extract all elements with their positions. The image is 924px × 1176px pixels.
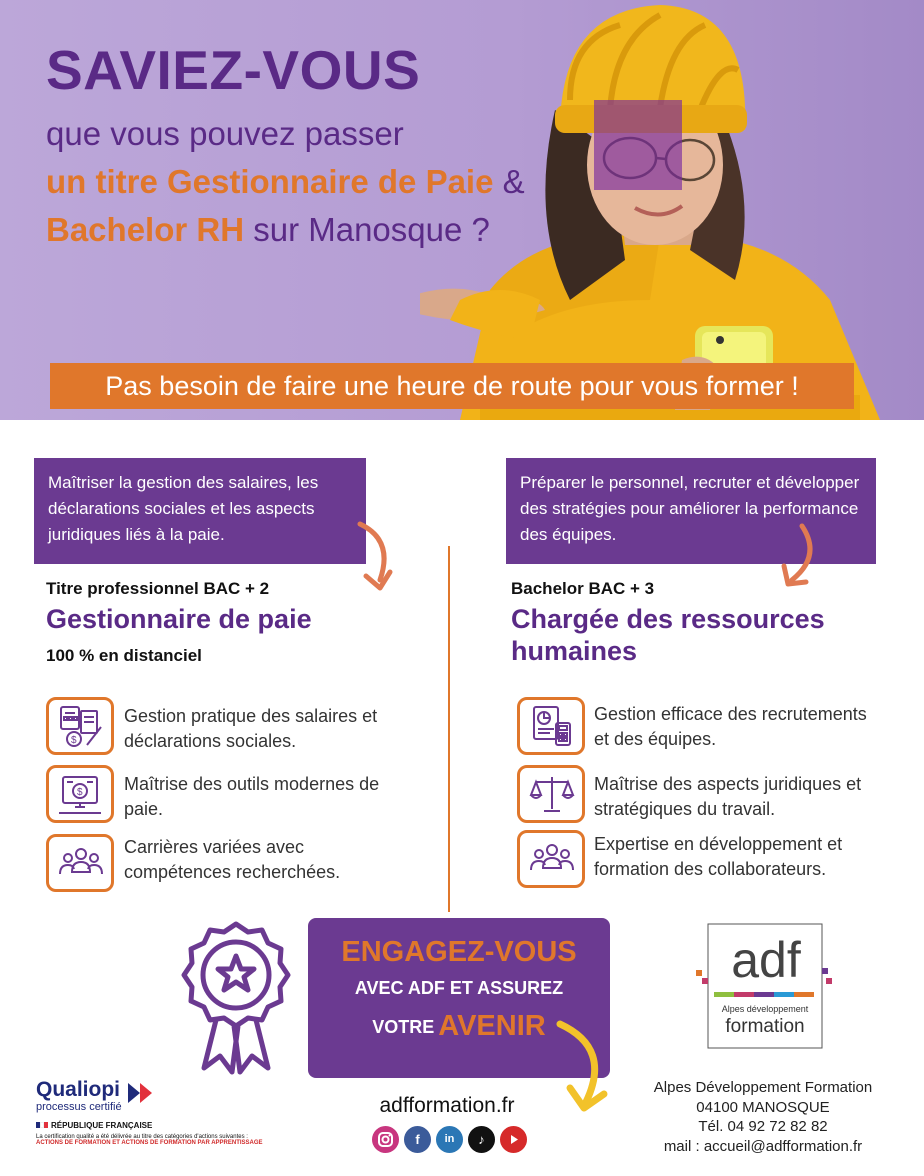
- column-divider: [448, 546, 450, 912]
- instagram-icon[interactable]: [372, 1126, 399, 1153]
- adf-logo-formation: formation: [725, 1016, 805, 1037]
- left-feature-3-text: Carrières variées avec compétences recherchées.: [124, 837, 341, 882]
- subheadline-highlight-payroll: un titre Gestionnaire de Paie: [46, 163, 494, 200]
- subheadline-line-1: que vous pouvez passer: [46, 115, 404, 152]
- left-intro-box: Maîtriser la gestion des salaires, les déclarations sociales et les aspects juridiques liés à la paie.: [34, 458, 366, 564]
- adf-logo-text: adf: [731, 932, 801, 988]
- curved-arrow-icon: [778, 522, 824, 594]
- company-phone[interactable]: Tél. 04 92 72 82 82: [698, 1118, 828, 1135]
- svg-text:$: $: [71, 735, 77, 746]
- subheadline-line-2: [46, 162, 525, 202]
- subheadline-highlight-bachelor: Bachelor RH: [46, 211, 245, 248]
- yellow-curved-arrow-icon: [556, 1018, 616, 1114]
- left-feature-1-text: Gestion pratique des salaires et déclarations sociales.: [124, 706, 378, 751]
- orange-banner: Pas besoin de faire une heure de route pour vous former !: [50, 363, 854, 409]
- website-link[interactable]: adfformation.fr: [379, 1094, 515, 1117]
- republique-francaise-label: [36, 1121, 286, 1130]
- social-icons: [372, 1126, 532, 1154]
- left-feature-2-text: Maîtrise des outils modernes de paie.: [124, 774, 380, 819]
- subheadline-location: sur Manosque ?: [244, 211, 490, 248]
- report-calculator-icon: [517, 697, 585, 755]
- company-email[interactable]: mail : accueil@adfformation.fr: [663, 1137, 863, 1155]
- right-intro-box: Préparer le personnel, recruter et développer des stratégies pour améliorer la performance des équipes.: [506, 458, 876, 564]
- company-name: Alpes Développement Formation: [653, 1079, 873, 1096]
- decorative-purple-square: [594, 100, 682, 190]
- payroll-document-icon: [46, 697, 114, 755]
- qualiopi-subtitle: processus certifié: [36, 1101, 122, 1113]
- left-mode: 100 % en distanciel: [46, 646, 202, 665]
- linkedin-icon[interactable]: in: [436, 1126, 463, 1153]
- republique-francaise-text: RÉPUBLIQUE FRANÇAISE: [51, 1121, 153, 1130]
- hero-section: [0, 0, 924, 420]
- subheadline-ampersand: &: [493, 163, 525, 200]
- payroll-software-icon: [46, 765, 114, 823]
- left-title: Gestionnaire de paie: [46, 604, 312, 634]
- left-level: Titre professionnel BAC + 2: [46, 579, 270, 598]
- facebook-icon[interactable]: f: [404, 1126, 431, 1153]
- qualiopi-arrows-icon: [126, 1082, 160, 1104]
- youtube-icon[interactable]: [500, 1126, 527, 1153]
- right-level: Bachelor BAC + 3: [511, 579, 655, 598]
- qualiopi-certification-text: La certification qualité a été délivrée au titre des catégories d'actions suivantes :: [36, 1134, 248, 1140]
- qualiopi-certification: [36, 1078, 286, 1146]
- qualiopi-categories: ACTIONS DE FORMATION ET ACTIONS DE FORMATION PAR APPRENTISSAGE: [36, 1140, 263, 1146]
- curved-arrow-icon: [350, 520, 396, 596]
- adf-logo: [694, 922, 834, 1050]
- right-feature-3-text: Expertise en développement et formation des collaborateurs.: [594, 834, 843, 879]
- subheadline-line-3: [46, 210, 490, 250]
- headline: SAVIEZ-VOUS: [46, 39, 421, 101]
- right-feature-2-text: Maîtrise des aspects juridiques et stratégiques du travail.: [594, 774, 862, 819]
- tiktok-icon[interactable]: ♪: [468, 1126, 495, 1153]
- cta-line-2: AVEC ADF ET ASSUREZ: [354, 978, 564, 998]
- svg-text:$: $: [77, 787, 83, 798]
- cta-line-3-text: VOTRE: [372, 1017, 435, 1037]
- right-title: Chargée des ressources humaines: [511, 604, 825, 666]
- scales-of-justice-icon: [517, 765, 585, 823]
- cta-highlight: AVENIR: [438, 1010, 546, 1042]
- people-group-icon: [46, 834, 114, 892]
- company-city: 04100 MANOSQUE: [696, 1098, 830, 1116]
- qualiopi-name: Qualiopi: [36, 1078, 120, 1101]
- people-group-icon: [517, 830, 585, 888]
- adf-logo-subtitle: Alpes développement: [721, 1004, 809, 1014]
- contact-block: [648, 1078, 878, 1156]
- cta-headline: ENGAGEZ-VOUS: [341, 936, 577, 968]
- award-badge-icon: [176, 920, 296, 1078]
- right-feature-1-text: Gestion efficace des recrutements et des équipes.: [594, 704, 867, 749]
